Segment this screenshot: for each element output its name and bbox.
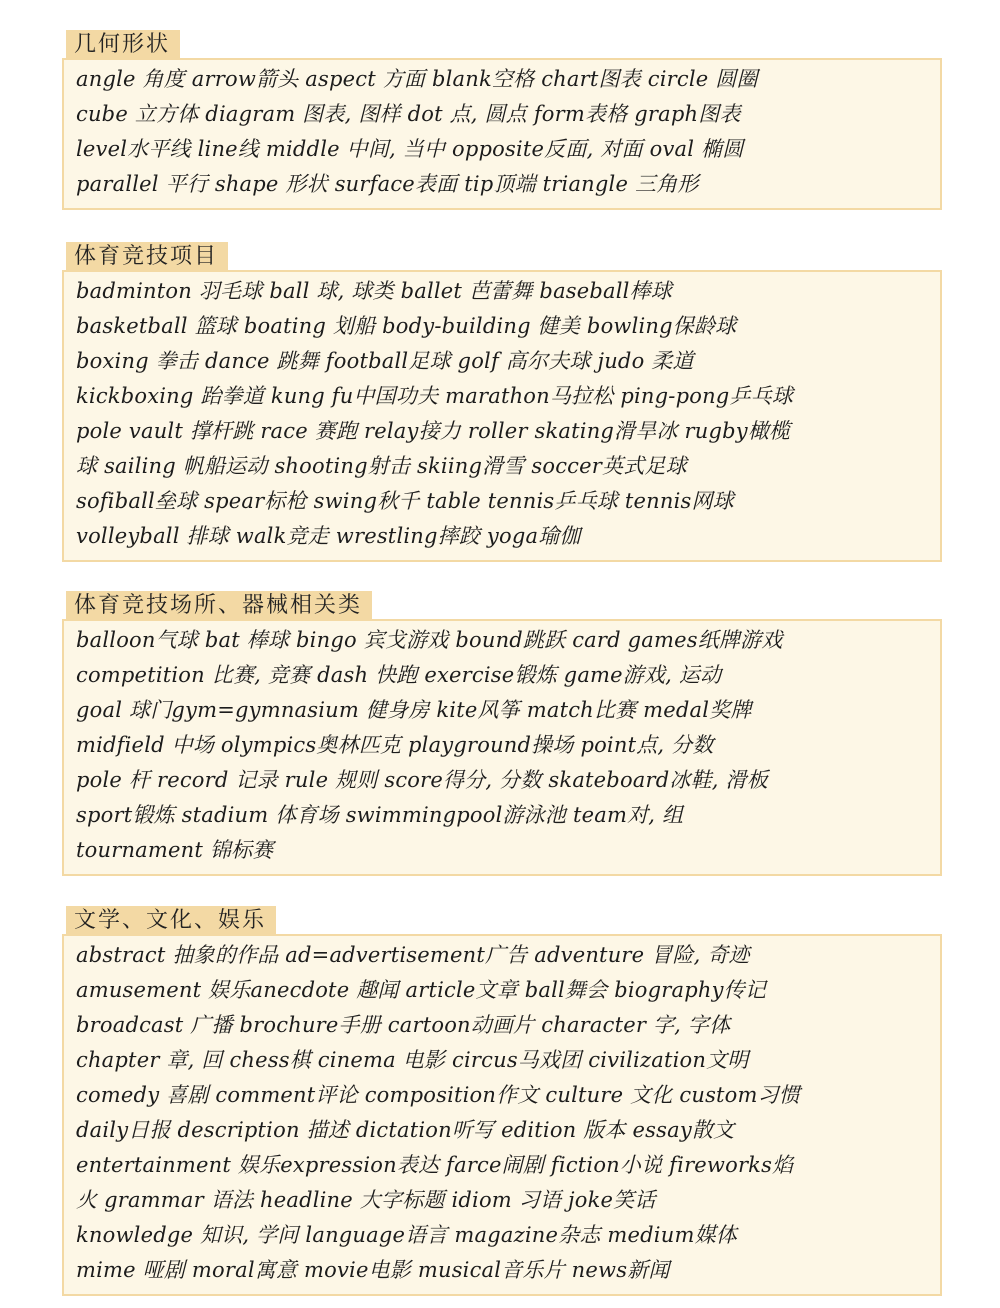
vocab-line: cube 立方体 diagram 图表, 图样 dot 点, 圆点 form表格 graph图表 <box>76 102 741 126</box>
vocab-line: pole vault 撑杆跳 race 赛跑 relay接力 roller skating滑旱冰 rugby橄榄 <box>76 419 791 443</box>
vocab-line: balloon气球 bat 棒球 bingo 宾戈游戏 bound跳跃 card games纸牌游戏 <box>76 628 783 652</box>
vocab-line: 火 grammar 语法 headline 大字标题 idiom 习语 joke笑话 <box>76 1188 656 1212</box>
vocab-line: mime 哑剧 moral寓意 movie电影 musical音乐片 news新闻 <box>76 1258 670 1282</box>
vocab-line: 球 sailing 帆船运动 shooting射击 skiing滑雪 soccer英式足球 <box>76 454 687 478</box>
vocab-line: competition 比赛, 竞赛 dash 快跑 exercise锻炼 game游戏, 运动 <box>76 663 722 687</box>
vocab-line: daily日报 description 描述 dictation听写 edition 版本 essay散文 <box>76 1118 735 1142</box>
vocab-line: chapter 章, 回 chess棋 cinema 电影 circus马戏团 civilization文明 <box>76 1048 749 1072</box>
section-content <box>62 58 942 210</box>
vocab-line: badminton 羽毛球 ball 球, 球类 ballet 芭蕾舞 baseball棒球 <box>76 279 672 303</box>
section-title: 文学、文化、娱乐 <box>66 906 276 936</box>
vocab-line: sport锻炼 stadium 体育场 swimmingpool游泳池 team对, 组 <box>76 803 684 827</box>
section-content <box>62 934 942 1296</box>
vocab-line: entertainment 娱乐expression表达 farce闹剧 fiction小说 fireworks焰 <box>76 1153 794 1177</box>
vocab-line: amusement 娱乐anecdote 趣闻 article文章 ball舞会 biography传记 <box>76 978 767 1002</box>
vocab-line: broadcast 广播 brochure手册 cartoon动画片 character 字, 字体 <box>76 1013 731 1037</box>
section-title: 几何形状 <box>66 30 180 60</box>
vocab-line: knowledge 知识, 学问 language语言 magazine杂志 medium媒体 <box>76 1223 737 1247</box>
vocab-line: pole 杆 record 记录 rule 规则 score得分, 分数 skateboard冰鞋, 滑板 <box>76 768 768 792</box>
section-content <box>62 619 942 876</box>
vocab-line: abstract 抽象的作品 ad=advertisement广告 adventure 冒险, 奇迹 <box>76 943 750 967</box>
vocab-line: volleyball 排球 walk竞走 wrestling摔跤 yoga瑜伽 <box>76 524 581 548</box>
vocab-line: comedy 喜剧 comment评论 composition作文 culture 文化 custom习惯 <box>76 1083 801 1107</box>
vocab-line: tournament 锦标赛 <box>76 838 274 862</box>
vocab-line: sofiball垒球 spear标枪 swing秋千 table tennis乒乓球 tennis网球 <box>76 489 734 513</box>
section-title: 体育竞技项目 <box>66 242 228 272</box>
vocab-line: level水平线 line线 middle 中间, 当中 opposite反面, 对面 oval 椭圆 <box>76 137 744 161</box>
vocab-line: angle 角度 arrow箭头 aspect 方面 blank空格 chart图表 circle 圆圈 <box>76 67 758 91</box>
section-title: 体育竞技场所、器械相关类 <box>66 591 372 621</box>
vocab-line: goal 球门gym=gymnasium 健身房 kite风筝 match比赛 medal奖牌 <box>76 698 752 722</box>
vocab-line: parallel 平行 shape 形状 surface表面 tip顶端 triangle 三角形 <box>76 172 699 196</box>
vocab-line: midfield 中场 olympics奥林匹克 playground操场 point点, 分数 <box>76 733 714 757</box>
vocab-line: basketball 篮球 boating 划船 body-building 健美 bowling保龄球 <box>76 314 737 338</box>
vocab-line: kickboxing 跆拳道 kung fu中国功夫 marathon马拉松 ping-pong乒乓球 <box>76 384 794 408</box>
vocab-line: boxing 拳击 dance 跳舞 football足球 golf 高尔夫球 judo 柔道 <box>76 349 694 373</box>
section-content <box>62 270 942 562</box>
